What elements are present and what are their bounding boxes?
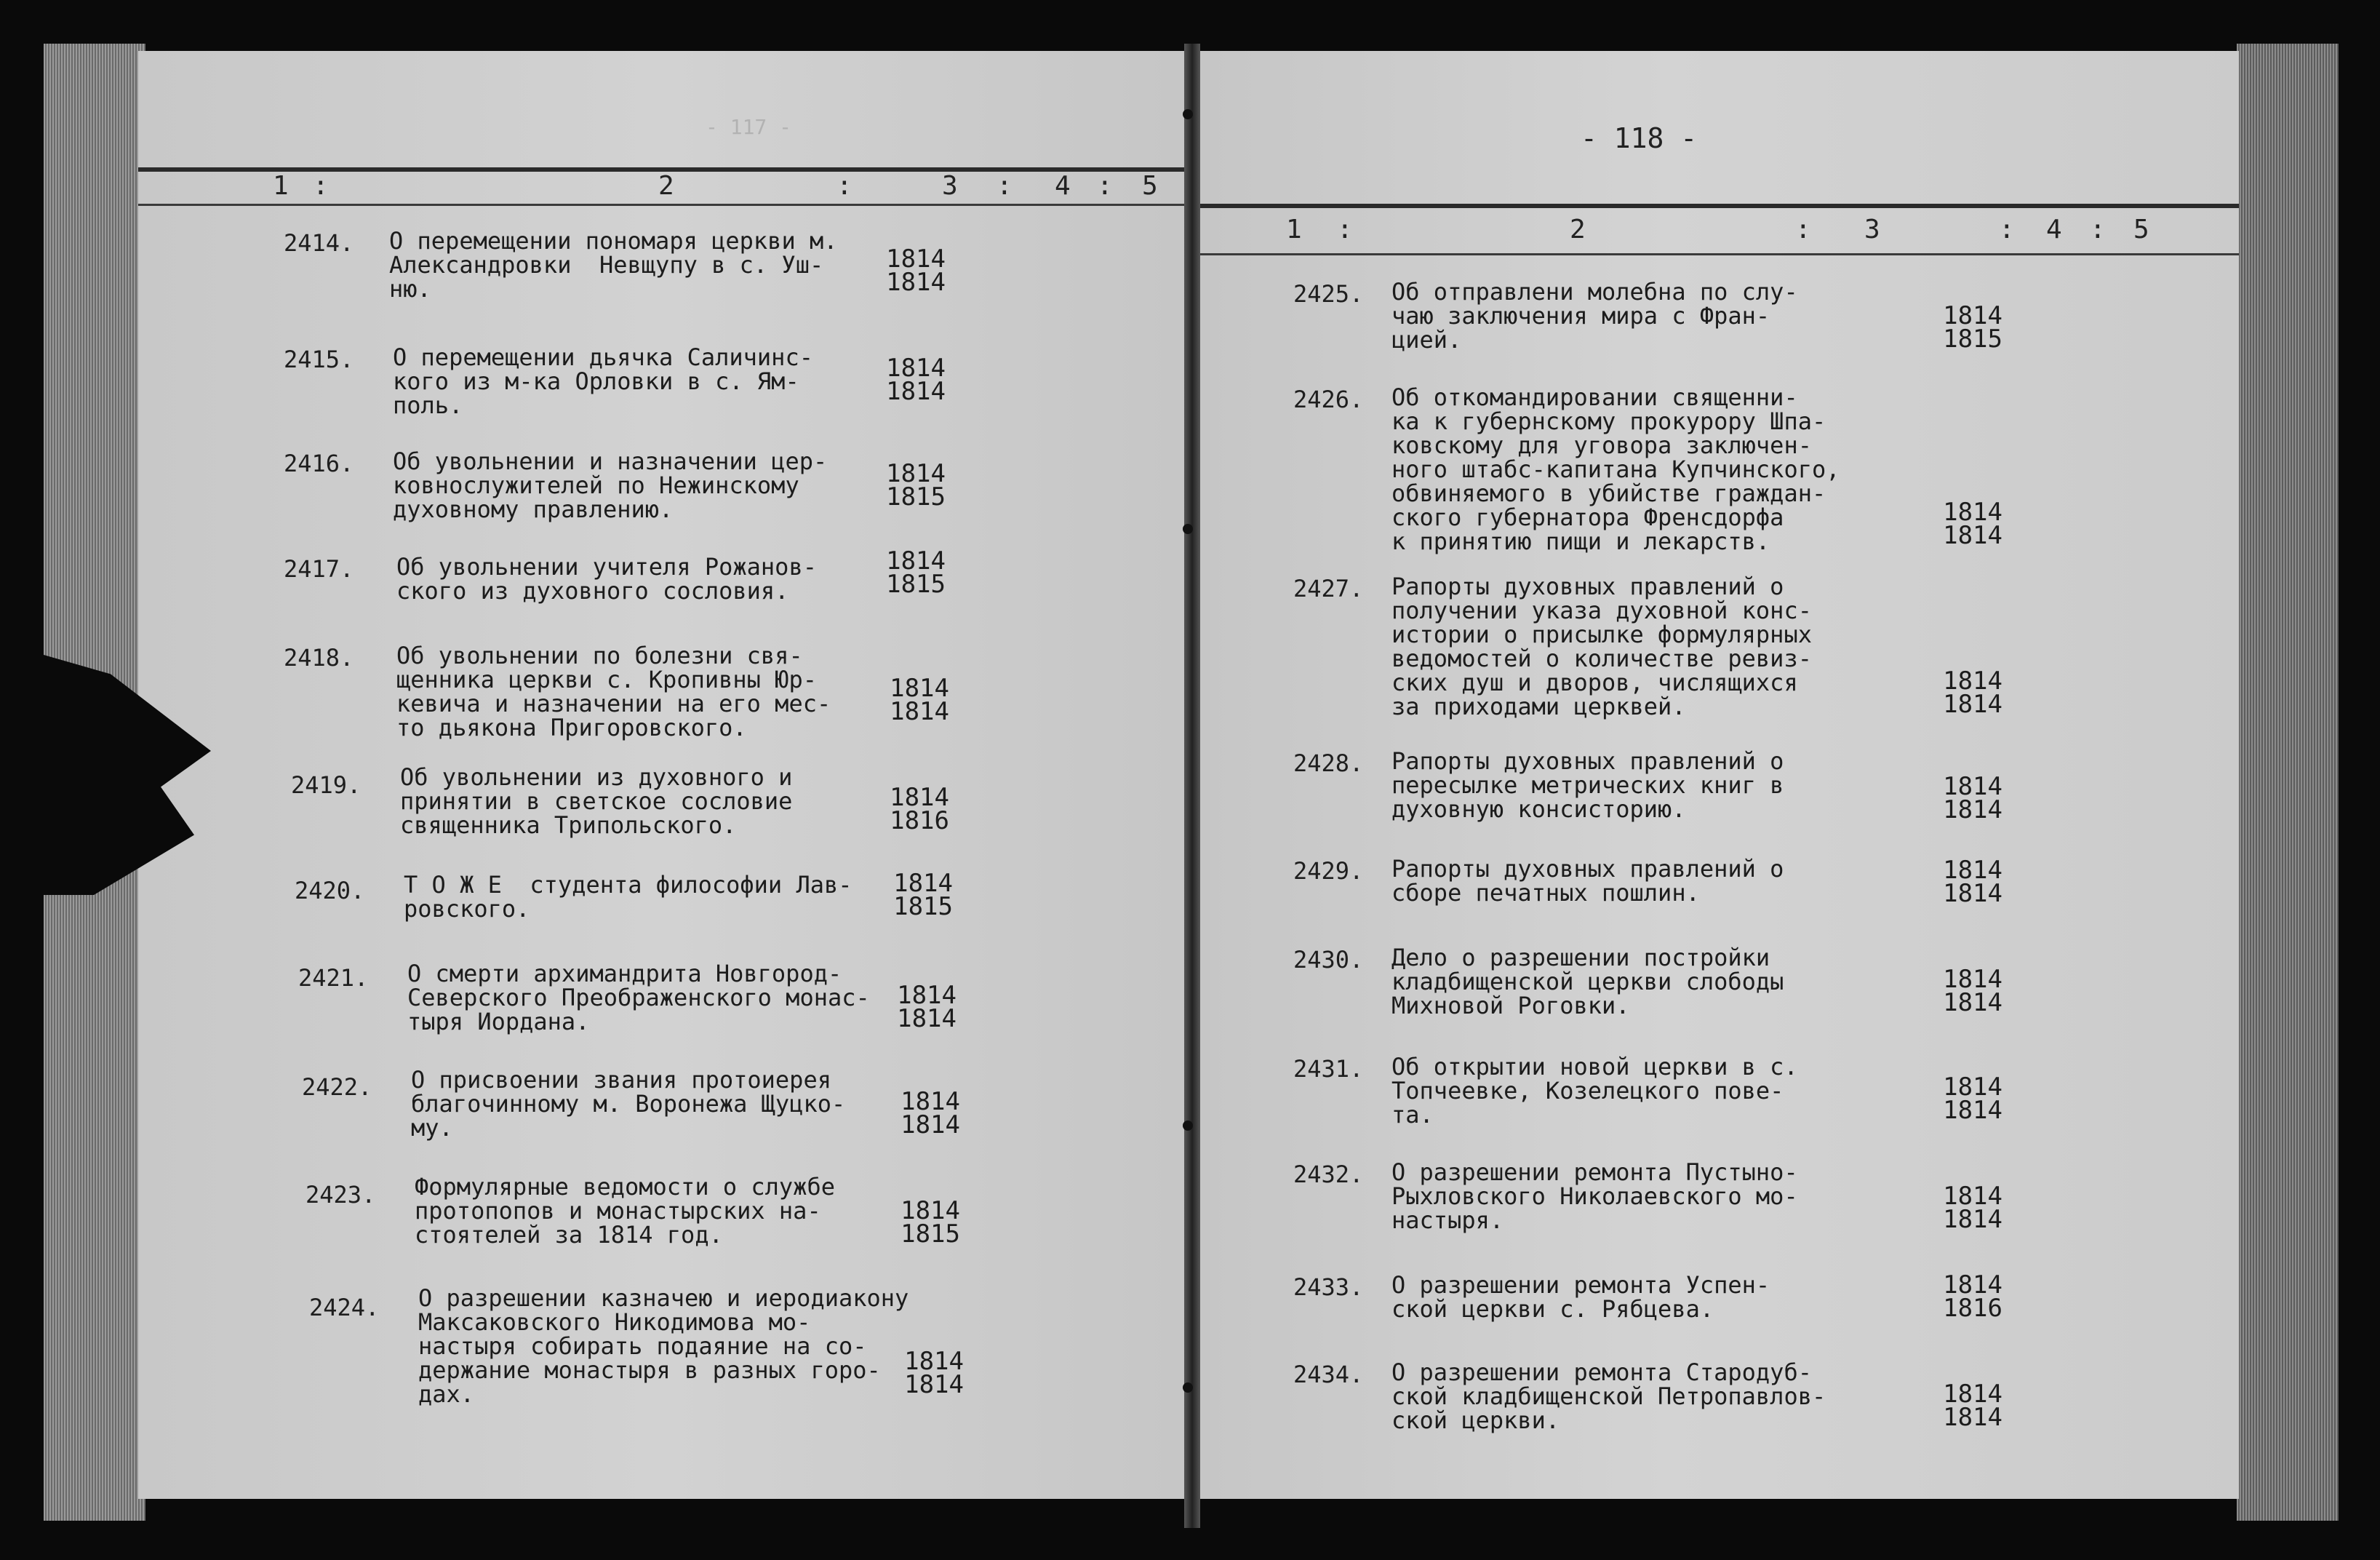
entry-title: Об увольнении из духовного и принятии в светское сословие священника Трипольского.: [400, 763, 793, 839]
right-page: [1199, 51, 2239, 1499]
right-header-sep4: :: [2090, 215, 2106, 244]
entry-title: Рапорты духовных правлений о получении указа духовной конс- истории о присылке формулярных ведомостей о количестве ревиз- ских душ и дворов, числящихся за приходами церквей.: [1391, 573, 1812, 720]
left-header-sep2: :: [836, 171, 852, 201]
entry-title: О разрешении ремонта Успен- ской церкви с. Рябцева.: [1391, 1271, 1770, 1323]
entry-title: О разрешении ремонта Стародуб- ской кладбищенской Петропавлов- ской церкви.: [1391, 1358, 1826, 1434]
entry-number: 2420.: [295, 877, 365, 904]
left-header-col1: 1: [273, 171, 289, 201]
entry-title: О перемещении пономаря церкви м. Александровки Невщупу в с. Уш- ню.: [389, 227, 838, 303]
entry-number: 2422.: [302, 1073, 372, 1101]
right-header-col1: 1: [1286, 215, 1302, 244]
left-header-sep1: :: [313, 171, 329, 201]
binding-hole: [1183, 524, 1193, 534]
entry-number: 2416.: [284, 450, 354, 477]
entry-years: 1814 1814: [1943, 965, 2002, 1017]
right-header-rule-bottom: [1199, 253, 2239, 255]
entry-number: 2431.: [1293, 1055, 1364, 1083]
page-number: - 118 -: [1581, 122, 1698, 154]
entry-number: 2417.: [284, 555, 354, 583]
right-book-edge: [2237, 44, 2339, 1521]
left-header-sep3: :: [997, 171, 1013, 201]
entry-years: 1814 1815: [886, 459, 946, 512]
entry-title: Дело о разрешении постройки кладбищенской церкви слободы Михновой Роговки.: [1391, 944, 1784, 1019]
entry-title: О разрешении казначею и иеродиакону Максаковского Никодимова мо- настыря собирать подаяние на со- держание монастыря в разных горо- дах.: [418, 1284, 909, 1408]
left-header-rule-bottom: [138, 204, 1186, 206]
entry-years: 1814 1814: [897, 981, 957, 1033]
entry-number: 2419.: [291, 771, 362, 799]
entry-years: 1814 1815: [1943, 301, 2002, 354]
entry-title: Рапорты духовных правлений о пересылке метрических книг в духовную консисторию.: [1391, 747, 1784, 823]
entry-number: 2429.: [1293, 857, 1364, 885]
entry-number: 2414.: [284, 229, 354, 257]
left-header-col2: 2: [658, 171, 674, 201]
entry-number: 2421.: [298, 964, 369, 992]
entry-years: 1814 1814: [901, 1087, 960, 1139]
left-page: [138, 51, 1186, 1499]
entry-years: 1814 1814: [886, 244, 946, 297]
entry-title: О перемещении дьячка Саличинс- кого из м-ка Орловки в с. Ям- поль.: [393, 343, 813, 419]
entry-title: Т О Ж Е студента философии Лав- ровского.: [404, 871, 852, 923]
entry-title: О присвоении звания протоиерея благочинному м. Воронежа Щуцко- му.: [411, 1066, 846, 1142]
entry-number: 2434.: [1293, 1361, 1364, 1388]
binding-hole: [1183, 1121, 1193, 1131]
right-header-sep1: :: [1337, 215, 1353, 244]
entry-number: 2432.: [1293, 1161, 1364, 1188]
right-header-sep3: :: [1999, 215, 2015, 244]
entry-years: 1814 1814: [890, 674, 949, 726]
ghost-page-number: - 117 -: [706, 115, 792, 139]
entry-years: 1814 1815: [893, 869, 953, 921]
entry-title: О смерти архимандрита Новгород- Северского Преображенского монас- тыря Иордана.: [407, 960, 870, 1035]
entry-title: Об отправлени молебна по слу- чаю заключения мира с Фран- цией.: [1391, 278, 1798, 354]
entry-years: 1814 1815: [901, 1196, 960, 1249]
entry-number: 2428.: [1293, 749, 1364, 777]
entry-title: Рапорты духовных правлений о сборе печатных пошлин.: [1391, 855, 1784, 907]
entry-title: Об увольнении учителя Рожанов- ского из духовного сословия.: [396, 553, 817, 605]
left-header-col3: 3: [942, 171, 958, 201]
entry-years: 1814 1814: [1943, 498, 2002, 550]
entry-number: 2423.: [306, 1181, 376, 1209]
binding-hole: [1183, 109, 1193, 119]
entry-years: 1814 1814: [1943, 666, 2002, 719]
entry-number: 2430.: [1293, 946, 1364, 974]
entry-title: Об откомандировании священни- ка к губернскому прокурору Шпа- ковскому для уговора заключен- ного штабс-капитана Купчинского, обвиняемого в убийстве граждан- ского губернатора Френсдорфа к принятию пищи и лекарств.: [1391, 383, 1840, 555]
entry-years: 1814 1814: [1943, 1072, 2002, 1125]
entry-title: Об открытии новой церкви в с. Топчеевке, Козелецкого пове- та.: [1391, 1053, 1798, 1129]
entry-years: 1814 1814: [904, 1347, 964, 1399]
entry-number: 2427.: [1293, 575, 1364, 602]
left-header-col4: 4: [1055, 171, 1071, 201]
entry-years: 1814 1814: [1943, 856, 2002, 908]
entry-years: 1814 1814: [886, 354, 946, 406]
entry-years: 1814 1814: [1943, 1380, 2002, 1432]
entry-years: 1814 1814: [1943, 1182, 2002, 1234]
entry-years: 1814 1815: [886, 546, 946, 599]
entry-years: 1814 1814: [1943, 772, 2002, 824]
entry-years: 1814 1816: [1943, 1270, 2002, 1323]
right-header-col4: 4: [2046, 215, 2062, 244]
right-header-col5: 5: [2133, 215, 2149, 244]
entry-title: Об увольнении и назначении цер- ковнослужителей по Нежинскому духовному правлению.: [393, 447, 828, 523]
entry-number: 2425.: [1293, 280, 1364, 308]
right-header-col3: 3: [1864, 215, 1880, 244]
left-header-col5: 5: [1142, 171, 1158, 201]
entry-title: Формулярные ведомости о службе протопопов и монастырских на- стоятелей за 1814 год.: [415, 1173, 835, 1249]
entry-number: 2418.: [284, 644, 354, 672]
right-header-sep2: :: [1795, 215, 1811, 244]
right-header-rule-top: [1199, 204, 2239, 208]
entry-title: Об увольнении по болезни свя- щенника церкви с. Кропивны Юр- кевича и назначении на его мес- то дьякона Пригоровского.: [396, 642, 831, 741]
entry-number: 2424.: [309, 1294, 380, 1321]
entry-number: 2433.: [1293, 1273, 1364, 1301]
entry-number: 2415.: [284, 346, 354, 373]
right-header-col2: 2: [1570, 215, 1586, 244]
entry-number: 2426.: [1293, 386, 1364, 413]
entry-title: О разрешении ремонта Пустыно- Рыхловского Николаевского мо- настыря.: [1391, 1158, 1798, 1234]
book-gutter: [1184, 44, 1200, 1528]
entry-years: 1814 1816: [890, 783, 949, 835]
left-header-sep4: :: [1097, 171, 1113, 201]
binding-hole: [1183, 1382, 1193, 1393]
